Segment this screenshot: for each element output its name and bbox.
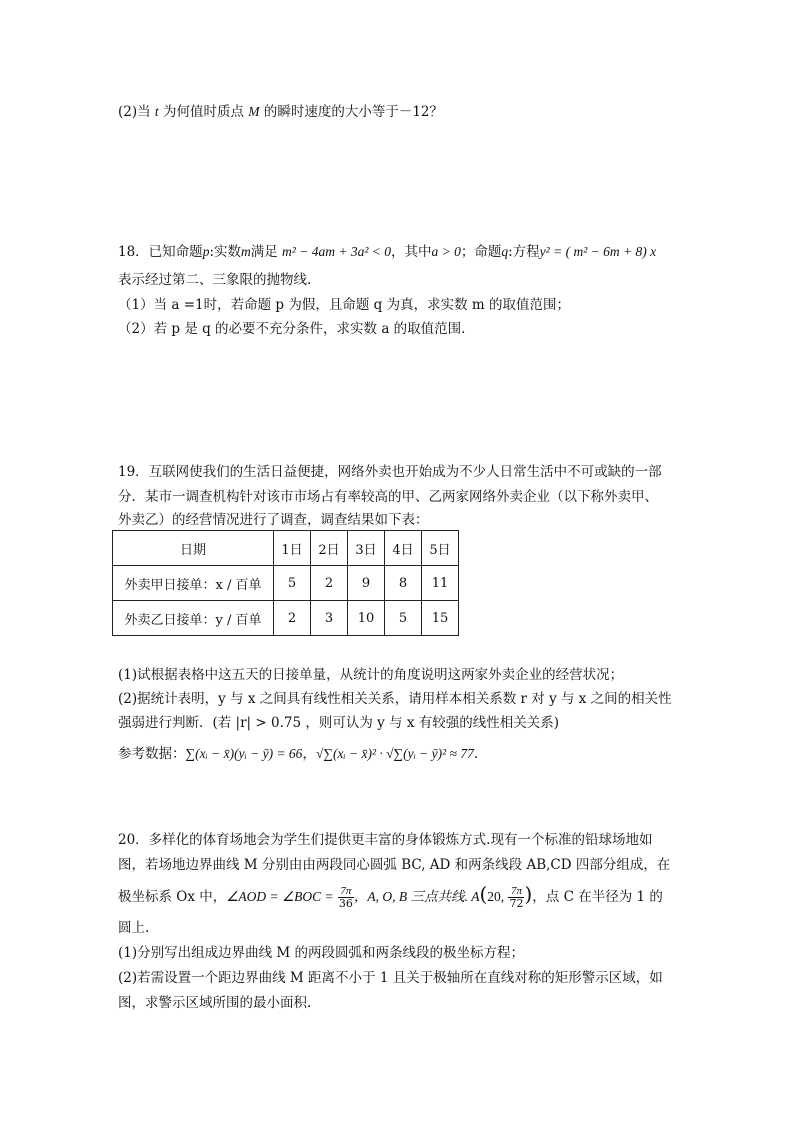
q19-stem-line3: 外卖乙）的经营情况进行了调查，调查结果如下表： (118, 512, 429, 528)
table-cell: 5 (385, 601, 422, 636)
q20-line3-b: ，A, O, B 三点共线. A (353, 889, 480, 904)
fraction-7pi-72 (508, 885, 524, 910)
q20-part1: (1)分别写出组成边界曲线 M 的两段圆弧和两条线段的极坐标方程； (118, 945, 525, 961)
ref-sum-formula: ∑(xᵢ − x̄)(yᵢ − ȳ) = 66 (185, 746, 303, 761)
q18-stem-a: 18．已知命题 (118, 244, 203, 260)
q18-stem-e: ；命题 (460, 244, 502, 260)
q18-inequality: m² − 4am + 3a² < 0 (282, 244, 391, 259)
table-cell: 2 (274, 601, 311, 636)
q19-data-table (112, 530, 459, 636)
q18-stem-cont: 表示经过第二、三象限的抛物线. (118, 272, 312, 288)
ref-end: . (473, 746, 479, 762)
q19-part2-line2: 强弱进行判断．(若 |r| > 0.75 ，则可认为 y 与 x 有较强的线性相关关系) (118, 715, 560, 731)
q18-stem-d: ，其中 (390, 244, 432, 260)
q18-equation: y² = ( m² − 6m + 8) x (539, 244, 657, 259)
var-t: t (154, 104, 159, 119)
table-cell: 10 (348, 601, 385, 636)
q18-stem-b: :实数 (209, 244, 241, 260)
table-header-cell: 5日 (422, 531, 459, 566)
q20-stem-line1: 20．多样化的体育场地会为学生们提供更丰富的身体锻炼方式.现有一个标准的铅球场地如 (118, 832, 653, 848)
q18-part1: （1）当 a =1时，若命题 p 为假，且命题 q 为真，求实数 m 的取值范围； (118, 297, 570, 313)
frac-den: 36 (338, 897, 353, 910)
q19-stem-line2: 分．某市一调查机构针对该市市场占有率较高的甲、乙两家网络外卖企业（以下称外卖甲、 (118, 489, 658, 505)
q20-stem-line3: 极坐标系 Ox 中，∠AOD = ∠BOC = $\frac{7\pi}{36}$ ，A, O, B 三点共线. A(20, $\frac{7\pi}{72}$ )，点 C 在半径为 1 的 (118, 882, 663, 910)
q19-part1: (1)试根据表格中这五天的日接单量，从统计的角度说明这两家外卖企业的经营状况； (118, 667, 624, 683)
q17-text-a: (2)当 (118, 104, 155, 120)
q20-stem-line2: 图，若场地边界曲线 M 分别由由两段同心圆弧 BC, AD 和两条线段 AB,CD 四部分组成，在 (118, 857, 671, 873)
table-cell: 11 (422, 566, 459, 601)
q19-part2-line1: (2)据统计表明，y 与 x 之间具有线性相关关系，请用样本相关系数 r 对 y 与 x 之间的相关性 (118, 691, 672, 707)
frac-num: 7π (338, 885, 354, 898)
table-header-cell: 日期 (113, 531, 274, 566)
var-p: p (202, 244, 210, 259)
q19-reference-data: 参考数据：∑(xᵢ − x̄)(yᵢ − ȳ) = 66，√∑(xᵢ − x̄)² · √∑(yᵢ − ȳ)² ≈ 77. (118, 746, 479, 762)
var-m: m (241, 244, 251, 259)
q20-stem-line4: 圆上. (118, 920, 150, 936)
table-header-row (113, 531, 459, 566)
q20-line3-c: ，点 C 在半径为 1 的 (532, 889, 663, 905)
table-header-cell: 4日 (385, 531, 422, 566)
table-header-cell: 2日 (311, 531, 348, 566)
table-cell: 9 (348, 566, 385, 601)
ref-label: 参考数据： (118, 746, 186, 762)
q20-part2-line2: 图，求警示区域所围的最小面积. (118, 995, 312, 1011)
q18-stem-c: 满足 (250, 244, 278, 260)
table-header-cell: 3日 (348, 531, 385, 566)
var-M: M (248, 104, 260, 119)
table-header-cell: 1日 (274, 531, 311, 566)
q17-text-b: 为何值时质点 (158, 104, 249, 120)
q20-line3-a: 极坐标系 Ox 中， (118, 889, 227, 905)
q17-part2 (118, 102, 443, 122)
table-row-label: 外卖乙日接单：y / 百单 (113, 601, 274, 636)
q20-part2-line1: (2)若需设置一个距边界曲线 M 距离不小于 1 且关于极轴所在直线对称的矩形警示区域，如 (118, 970, 663, 986)
q18-stem (118, 242, 656, 262)
q18-stem-f: :方程 (508, 244, 540, 260)
table-cell: 8 (385, 566, 422, 601)
frac-num: 7π (508, 885, 524, 898)
frac-den: 72 (509, 897, 524, 910)
ref-sqrt-formula: √∑(xᵢ − x̄)² · √∑(yᵢ − ȳ)² ≈ 77 (315, 746, 474, 761)
q18-condition: a > 0 (431, 244, 461, 259)
table-cell: 2 (311, 566, 348, 601)
table-cell: 3 (311, 601, 348, 636)
fraction-7pi-36 (338, 885, 354, 910)
point-A-r: 20, (487, 889, 505, 904)
q20-angle-eq: ∠AOD = ∠BOC = (226, 889, 334, 904)
table-row (113, 601, 459, 636)
table-cell: 5 (274, 566, 311, 601)
table-row (113, 566, 459, 601)
q19-stem-line1: 19．互联网使我们的生活日益便捷，网络外卖也开始成为不少人日常生活中不可或缺的一部 (118, 464, 662, 480)
q17-text-c: 的瞬时速度的大小等于－12？ (259, 104, 444, 120)
table-cell: 15 (422, 601, 459, 636)
var-q: q (501, 244, 509, 259)
table-row-label: 外卖甲日接单：x / 百单 (113, 566, 274, 601)
q18-part2: （2）若 p 是 q 的必要不充分条件，求实数 a 的取值范围. (118, 321, 466, 337)
